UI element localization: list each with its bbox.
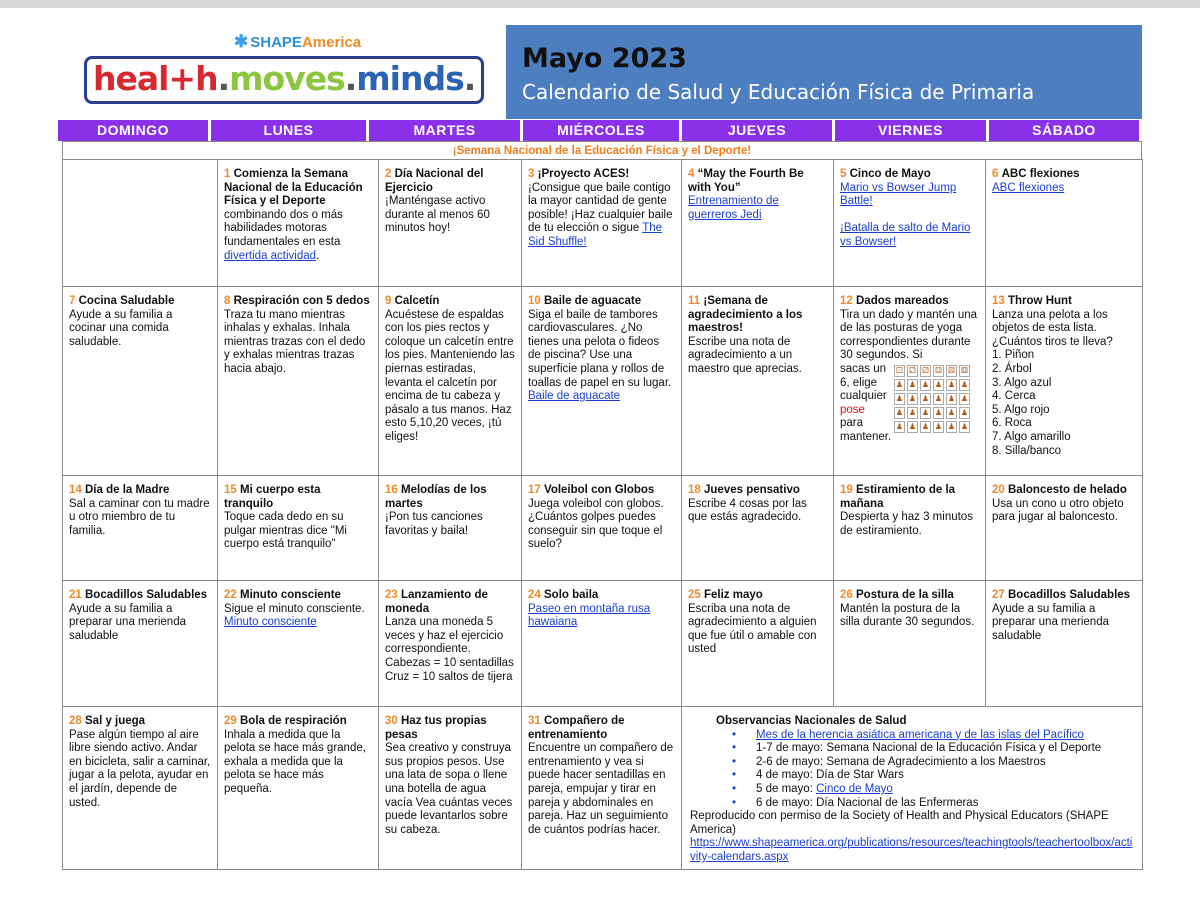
health-observances-panel xyxy=(682,707,1143,870)
day-cell-3: 3 ¡Proyecto ACES! ¡Consigue que baile contigo la mayor cantidad de gente posible! ¡Haz cualquier baile de tu elección o sigue The Sid Shuffle! xyxy=(522,160,682,287)
calendar xyxy=(58,120,1142,870)
observances-title: Observancias Nacionales de Salud xyxy=(716,715,907,727)
yoga-pose-icon: ♟ xyxy=(895,393,904,403)
list-item: 6. Roca xyxy=(992,417,1032,430)
yoga-pose-icon: ♟ xyxy=(921,421,930,431)
week-row-4 xyxy=(63,581,1143,707)
list-item: 5. Algo rojo xyxy=(992,403,1050,416)
day-cell-23: 23 Lanzamiento de moneda Lanza una moneda 5 veces y haz el ejercicio correspondiente. Cabezas = 10 sentadillas Cruz = 10 saltos de tijera xyxy=(379,581,522,707)
yoga-pose-icon: ♟ xyxy=(947,393,956,403)
day-cell-27: 27 Bocadillos Saludables Ayude a su familia a preparar una merienda saludable xyxy=(986,581,1143,707)
weekday-friday: VIERNES xyxy=(835,120,986,141)
day-cell-22: 22 Minuto consciente Sigue el minuto consciente. Minuto consciente xyxy=(218,581,379,707)
day-cell-11: 11 ¡Semana de agradecimiento a los maestros! Escribe una nota de agradecimiento a un maestro que aprecias. xyxy=(682,287,834,476)
day-cell-1: 1 Comienza la Semana Nacional de la Educación Física y el Deporte combinando dos o más habilidades motoras fundamentales en esta divertida actividad. xyxy=(218,160,379,287)
sid-shuffle-link[interactable]: The Sid Shuffle! xyxy=(528,222,663,248)
list-item: 7. Algo amarillo xyxy=(992,430,1071,443)
day-cell-26: 26 Postura de la silla Mantén la postura de la silla durante 30 segundos. xyxy=(834,581,986,707)
die-face-icon: ⚁ xyxy=(907,365,918,377)
day-cell-8: 8 Respiración con 5 dedos Traza tu mano mientras inhalas y exhalas. Inhala mientras trazas con el dedo y exhalas mientras trazas hacia abajo. xyxy=(218,287,379,476)
day-cell-16: 16 Melodías de los martes ¡Pon tus canciones favoritas y baila! xyxy=(379,476,522,581)
shape-url-link[interactable]: https://www.shapeamerica.org/publications/resources/teachingtools/teachertoolbox/activity-calendars.aspx xyxy=(690,837,1133,863)
yoga-pose-chart xyxy=(894,365,970,445)
weekday-thursday: JUEVES xyxy=(682,120,832,141)
yoga-pose-icon: ♟ xyxy=(921,393,930,403)
weekday-header xyxy=(58,120,1142,141)
avocado-dance-link[interactable]: Baile de aguacate xyxy=(528,390,621,403)
weekday-tuesday: MARTES xyxy=(369,120,520,141)
day-cell-29: 29 Bola de respiración Inhala a medida que la pelota se hace más grande, exhala a medida que la pelota se hace más pequeña. xyxy=(218,707,379,870)
list-item: • 6 de mayo: Día Nacional de las Enfermeras xyxy=(732,797,1136,811)
yoga-pose-icon: ♟ xyxy=(895,407,904,417)
die-face-icon: ⚀ xyxy=(894,365,905,377)
shape-america-logo: ✱ SHAPEAmerica xyxy=(234,32,362,51)
jedi-training-link[interactable]: Entrenamiento de guerreros Jedi xyxy=(688,195,779,221)
list-item: 4. Cerca xyxy=(992,390,1036,403)
abc-pushups-link[interactable]: ABC flexiones xyxy=(992,181,1065,194)
day-cell-6: 6 ABC flexiones ABC flexiones xyxy=(986,160,1143,287)
list-item: 3. Algo azul xyxy=(992,376,1052,389)
day-cell-10: 10 Baile de aguacate Siga el baile de tambores cardiovasculares. ¿No tienes una pelota o fideos de piscina? Use una superficie plana y rollos de toallas de papel en su lugar. Baile de aguacate xyxy=(522,287,682,476)
top-strip xyxy=(0,0,1200,8)
day-cell-7: 7 Cocina Saludable Ayude a su familia a cocinar una comida saludable. xyxy=(63,287,218,476)
list-item: 2. Árbol xyxy=(992,362,1032,375)
yoga-pose-icon: ♟ xyxy=(934,393,943,403)
calendar-grid xyxy=(62,159,1143,870)
yoga-pose-icon: ♟ xyxy=(960,393,969,403)
yoga-pose-icon: ♟ xyxy=(921,407,930,417)
health-moves-minds-logo xyxy=(84,30,494,110)
list-item: 1. Piñon xyxy=(992,349,1035,362)
die-face-icon: ⚂ xyxy=(920,365,931,377)
week-row-1 xyxy=(63,160,1143,287)
day-cell-13: 13 Throw Hunt Lanza una pelota a los objetos de esta lista. ¿Cuántos tiros te lleva? 1. Piñon 2. Árbol 3. Algo azul 4. Cerca 5. Algo rojo 6. Roca 7. Algo amarillo 8. Silla/banco xyxy=(986,287,1143,476)
yoga-pose-icon: ♟ xyxy=(934,379,943,389)
week-row-5 xyxy=(63,707,1143,870)
mindful-minute-link[interactable]: Minuto consciente xyxy=(224,616,317,629)
die-face-icon: ⚅ xyxy=(959,365,970,377)
aapi-heritage-link[interactable]: Mes de la herencia asiática americana y de las islas del Pacífico xyxy=(756,728,1084,741)
list-item: • 1-7 de mayo: Semana Nacional de la Educación Física y el Deporte xyxy=(732,742,1136,756)
yoga-pose-icon: ♟ xyxy=(908,379,917,389)
cinco-de-mayo-link[interactable]: Cinco de Mayo xyxy=(816,782,893,795)
day-cell-30: 30 Haz tus propias pesas Sea creativo y construya sus propios pesos. Use una lata de sopa o llene una botella de agua vacía Vea cuántas veces puede levantarlos sobre su cabeza. xyxy=(379,707,522,870)
throw-hunt-list xyxy=(992,349,1136,458)
list-item xyxy=(732,729,1136,743)
day-cell-14: 14 Día de la Madre Sal a caminar con tu madre u otro miembro de tu familia. xyxy=(63,476,218,581)
yoga-pose-icon: ♟ xyxy=(895,421,904,431)
day-cell-20: 20 Baloncesto de helado Usa un cono u otro objeto para jugar al baloncesto. xyxy=(986,476,1143,581)
yoga-pose-icon: ♟ xyxy=(908,407,917,417)
day-cell-24: 24 Solo baila Paseo en montaña rusa hawaiana xyxy=(522,581,682,707)
page-title: Mayo 2023 xyxy=(522,43,687,74)
weekday-saturday: SÁBADO xyxy=(989,120,1139,141)
list-item: 8. Silla/banco xyxy=(992,444,1062,457)
day-cell-21: 21 Bocadillos Saludables Ayude a su familia a preparar una merienda saludable xyxy=(63,581,218,707)
divertida-actividad-link[interactable]: divertida actividad xyxy=(224,249,317,262)
yoga-pose-icon: ♟ xyxy=(934,407,943,417)
weekday-monday: LUNES xyxy=(211,120,366,141)
day-cell-18: 18 Jueves pensativo Escribe 4 cosas por las que estás agradecido. xyxy=(682,476,834,581)
mario-bowser-link-en[interactable]: Mario vs Bowser Jump Battle! xyxy=(840,181,957,208)
yoga-pose-icon: ♟ xyxy=(960,407,969,417)
list-item: • 5 de mayo: Cinco de Mayo xyxy=(732,783,1136,797)
title-banner xyxy=(506,25,1142,119)
yoga-pose-icon: ♟ xyxy=(960,379,969,389)
week-row-2 xyxy=(63,287,1143,476)
observances-list xyxy=(732,729,1136,811)
yoga-pose-icon: ♟ xyxy=(947,421,956,431)
reprint-credit: Reproducido con permiso de la Society of Health and Physical Educators (SHAPE America) xyxy=(690,810,1109,836)
day-cell-9: 9 Calcetín Acuéstese de espaldas con los pies rectos y coloque un calcetín entre los pies. Manteniendo las piernas estiradas, levanta el calcetín por encima de tu cabeza y pásalo a tus manos. Haz esto 5,10,20 veces, ¡tú eliges! xyxy=(379,287,522,476)
day-cell-28: 28 Sal y juega Pase algún tiempo al aire libre siendo activo. Andar en bicicleta, salir a caminar, jugar a la pelota, ayudar en el jardín, depende de usted. xyxy=(63,707,218,870)
weekday-wednesday: MIÉRCOLES xyxy=(523,120,679,141)
week-row-3 xyxy=(63,476,1143,581)
day-cell-19: 19 Estiramiento de la mañana Despierta y haz 3 minutos de estiramiento. xyxy=(834,476,986,581)
yoga-pose-icon: ♟ xyxy=(908,421,917,431)
day-cell-empty xyxy=(63,160,218,287)
hawaiian-rollercoaster-link[interactable]: Paseo en montaña rusa hawaiana xyxy=(528,602,651,629)
day-cell-25: 25 Feliz mayo Escriba una nota de agradecimiento a alguien que fue útil o amable con usted xyxy=(682,581,834,707)
yoga-pose-icon: ♟ xyxy=(960,421,969,431)
pe-week-banner: ¡Semana Nacional de la Educación Física y el Deporte! xyxy=(62,141,1142,159)
die-face-icon: ⚃ xyxy=(933,365,944,377)
weekday-sunday: DOMINGO xyxy=(58,120,208,141)
mario-bowser-link-es[interactable]: ¡Batalla de salto de Mario vs Bowser! xyxy=(840,222,971,248)
day-cell-17: 17 Voleibol con Globos Juega voleibol con globos. ¿Cuántos golpes puedes conseguir sin que toque el suelo? xyxy=(522,476,682,581)
shape-figure-icon: ✱ xyxy=(234,32,249,51)
day-cell-31: 31 Compañero de entrenamiento Encuentre un compañero de entrenamiento y vea si puede hacer sentadillas en pareja, empujar y tirar en pareja y abdominales en pareja. Haz un seguimiento de cuántos podrías hacer. xyxy=(522,707,682,870)
day-cell-4: 4 “May the Fourth Be with You” Entrenamiento de guerreros Jedi xyxy=(682,160,834,287)
day-cell-2: 2 Día Nacional del Ejercicio ¡Manténgase activo durante al menos 60 minutos hoy! xyxy=(379,160,522,287)
page-subtitle: Calendario de Salud y Educación Física de Primaria xyxy=(522,80,1035,104)
list-item: • 4 de mayo: Día de Star Wars xyxy=(732,769,1136,783)
yoga-pose-icon: ♟ xyxy=(921,379,930,389)
logo-wordmark: heal+h.moves.minds. xyxy=(84,56,484,104)
day-cell-15: 15 Mi cuerpo esta tranquilo Toque cada dedo en su pulgar mientras dice "Mi cuerpo está tranquilo" xyxy=(218,476,379,581)
yoga-pose-icon: ♟ xyxy=(947,379,956,389)
list-item: • 2-6 de mayo: Semana de Agradecimiento a los Maestros xyxy=(732,756,1136,770)
yoga-pose-icon: ♟ xyxy=(947,407,956,417)
die-face-icon: ⚄ xyxy=(946,365,957,377)
yoga-pose-icon: ♟ xyxy=(895,379,904,389)
yoga-pose-icon: ♟ xyxy=(934,421,943,431)
yoga-dice-section: sacas un 6, elige cualquier pose para mantener. ⚀ ⚁ ⚂ ⚃ ⚄ ⚅ ♟ ♟ ♟ ♟ ♟ ♟ ♟ ♟ ♟ ♟ ♟ ♟ ♟ ♟ ♟ ♟ ♟ ♟ ♟ ♟ ♟ ♟ ♟ ♟ xyxy=(840,362,969,443)
day-cell-12: 12 Dados mareados Tira un dado y mantén una de las posturas de yoga correspondientes durante 30 segundos. Si sacas un 6, elige cualquier pose para mantener. ⚀ ⚁ ⚂ ⚃ ⚄ ⚅ ♟ ♟ ♟ ♟ ♟ ♟ ♟ ♟ ♟ ♟ ♟ ♟ ♟ ♟ ♟ ♟ ♟ ♟ ♟ ♟ ♟ ♟ ♟ ♟ xyxy=(834,287,986,476)
yoga-pose-icon: ♟ xyxy=(908,393,917,403)
day-cell-5: 5 Cinco de Mayo Mario vs Bowser Jump Battle! ¡Batalla de salto de Mario vs Bowser! xyxy=(834,160,986,287)
